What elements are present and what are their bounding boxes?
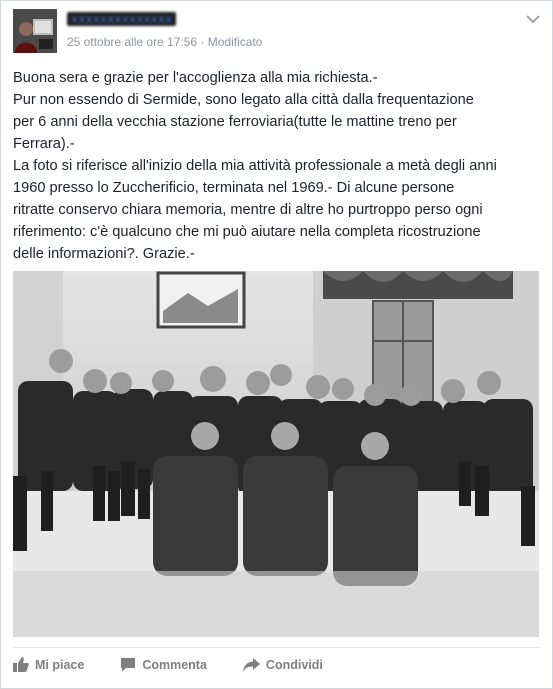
meta-separator: · [197, 35, 208, 49]
comment-label: Commenta [142, 657, 207, 672]
post-meta [67, 35, 262, 49]
post-photo[interactable] [13, 271, 539, 637]
post-timestamp[interactable]: 25 ottobre alle ore 17:56 [67, 35, 198, 49]
thumbs-up-icon [13, 657, 29, 672]
like-label: Mi piace [35, 657, 85, 672]
like-button[interactable] [13, 657, 84, 672]
avatar[interactable] [13, 9, 57, 53]
action-divider [13, 647, 540, 648]
action-bar [13, 657, 323, 672]
chevron-down-icon[interactable] [526, 11, 540, 21]
share-arrow-icon [243, 658, 260, 672]
share-label: Condividi [265, 657, 323, 672]
speech-bubble-icon [120, 657, 136, 672]
post-text: Buona sera e grazie per l'accoglienza alla mia richiesta.- Pur non essendo di Sermide, sono legato alla città dalla frequentazione per 6 anni della vecchia stazione ferroviaria(tutte le mattine treno per Ferrara).- La foto si riferisce all'inizio della mia attività professionale a metà degli anni 1960 presso lo Zuccherificio, terminata nel 1969.- Di alcune persone ritratte conservo chiara memoria, mentre di altre ho purtroppo perso ogni riferimento: c'è qualcuno che mi può aiutare nella completa ricostruzione delle informazioni?. Grazie.- [13, 70, 497, 262]
author-name[interactable]: xxxxxxxxxxxxxx [67, 12, 176, 26]
edited-label[interactable]: Modificato [207, 35, 263, 49]
comment-button[interactable] [120, 657, 207, 672]
share-button[interactable] [243, 657, 323, 672]
